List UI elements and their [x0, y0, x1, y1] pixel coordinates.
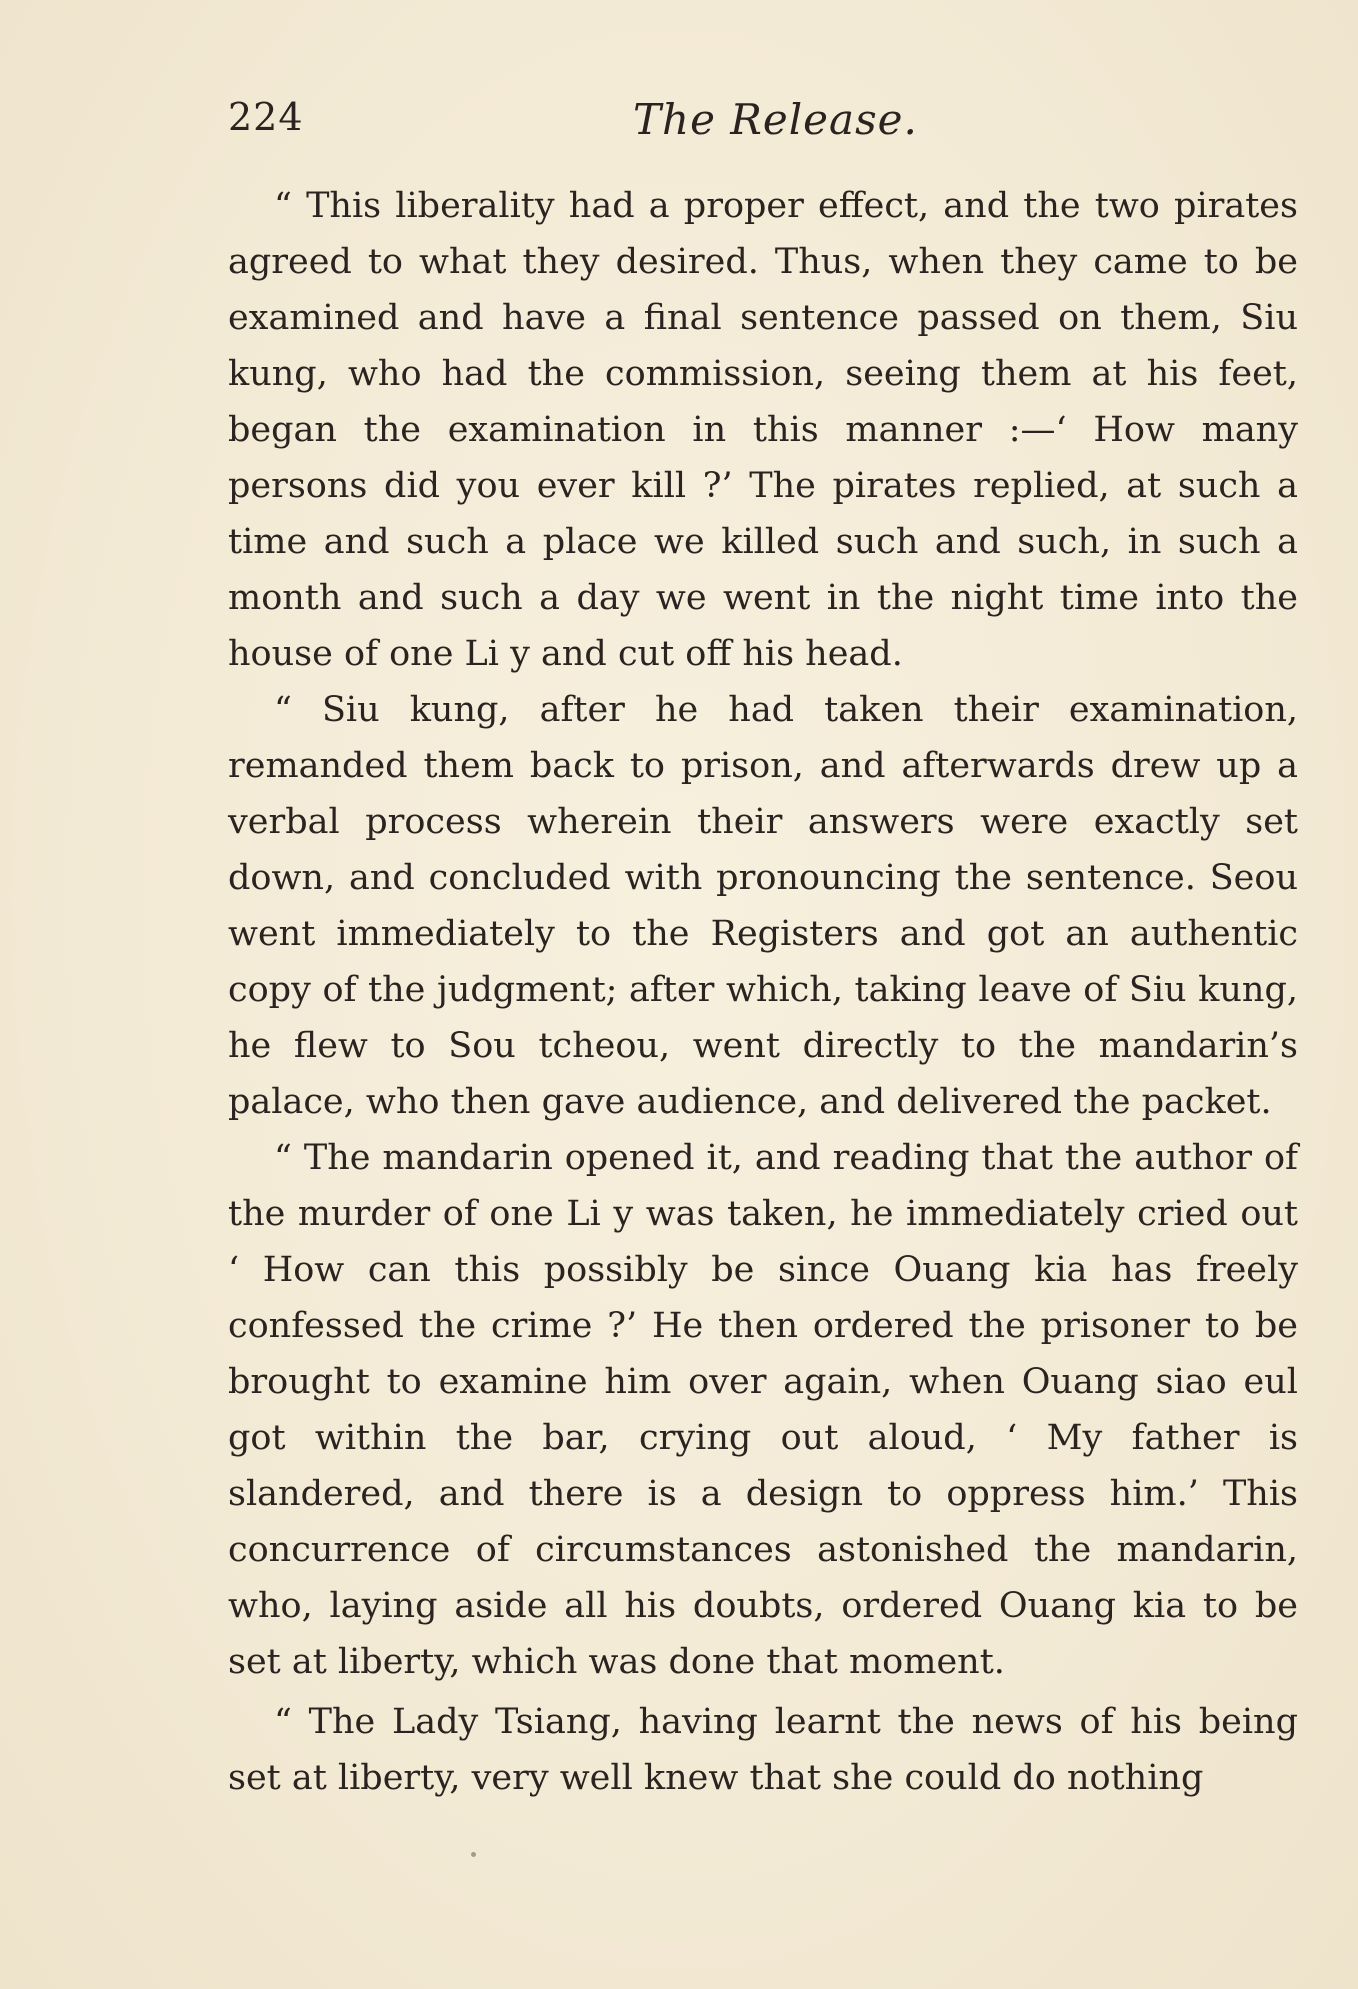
- paragraph: “ Siu kung, after he had taken their examination, remanded them back to prison, and afterwards drew up a verbal process wherein their answers were exactly set down, and concluded with pronouncing the sentence. Seou went immediately to the Registers and got an authentic copy of the judgment; after which, taking leave of Siu kung, he flew to Sou tcheou, went directly to the mandarin’s palace, who then gave audience, and delivered the packet.: [228, 690, 1298, 1122]
- paragraph: “ This liberality had a proper effect, and the two pirates agreed to what they desired. Thus, when they came to be examined and have a final sentence passed on them, Siu kung, who had the commission, seeing them at his feet, began the examination in this manner :—‘ How many persons did you ever kill ?’ The pirates replied, at such a time and such a place we killed such and such, in such a month and such a day we went in the night time into the house of one Li y and cut off his head.: [228, 186, 1298, 674]
- paragraph: “ The Lady Tsiang, having learnt the news of his being set at liberty, very well knew that she could do nothing: [228, 1702, 1298, 1798]
- page-header: [228, 95, 1298, 155]
- running-title: The Release.: [633, 95, 918, 144]
- page-number: 224: [228, 95, 304, 139]
- paragraph: “ The mandarin opened it, and reading that the author of the murder of one Li y was taken, he immediately cried out ‘ How can this possibly be since Ouang kia has freely confessed the crime ?’ He then ordered the prisoner to be brought to examine him over again, when Ouang siao eul got within the bar, crying out aloud, ‘ My father is slandered, and there is a design to oppress him.’ This concurrence of circumstances astonished the mandarin, who, laying aside all his doubts, ordered Ouang kia to be set at liberty, which was done that moment.: [228, 1138, 1298, 1682]
- paper-speck: [471, 1852, 476, 1857]
- body-text: [228, 178, 1298, 1806]
